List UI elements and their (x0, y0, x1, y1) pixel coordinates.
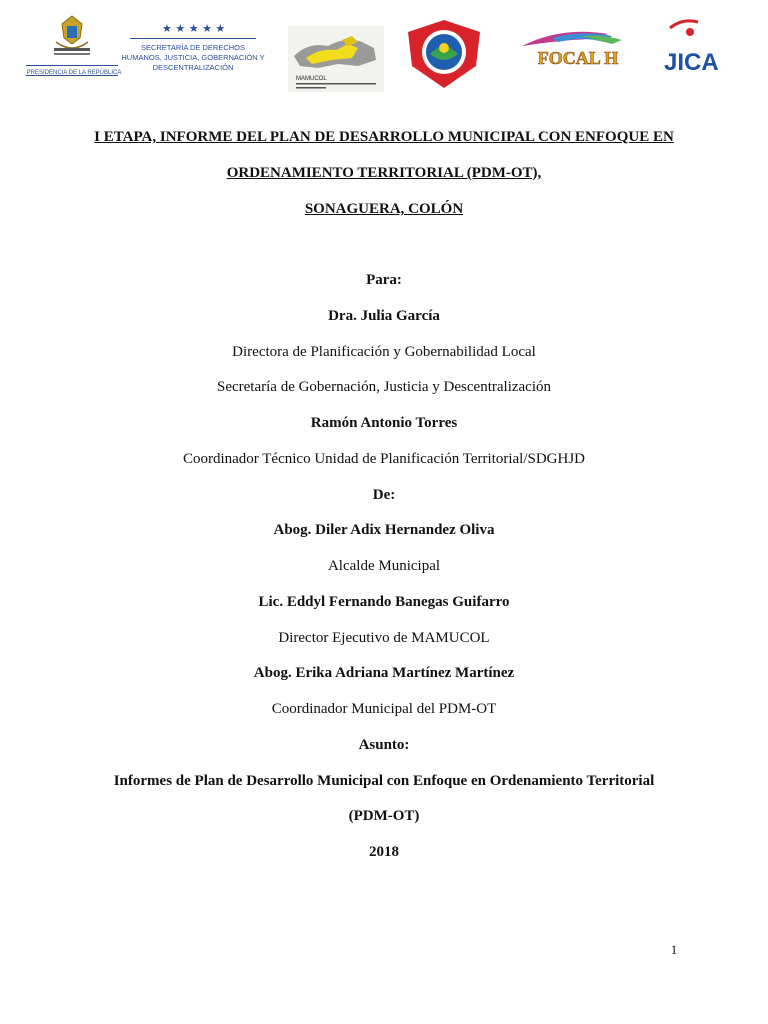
logo-bar (0, 0, 768, 100)
report-year: 2018 (369, 844, 399, 860)
jica-logo (660, 18, 722, 76)
svg-text:JICA: JICA (664, 49, 719, 76)
mamucol-map-logo (288, 26, 384, 92)
sender-3-name: Abog. Erika Adriana Martínez Martínez (253, 665, 515, 681)
report-title-line-1: I ETAPA, INFORME DEL PLAN DE DESARROLLO MUNICIPAL CON ENFOQUE EN (94, 129, 674, 145)
page-number: 1 (670, 942, 678, 957)
municipal-shield-logo (404, 18, 484, 90)
recipient-1-name: Dra. Julia García (328, 308, 440, 324)
svg-text:★ ★ ★ ★ ★: ★ ★ ★ ★ ★ (162, 22, 226, 35)
recipient-1-role-1: Directora de Planificación y Gobernabilidad Local (232, 344, 536, 360)
recipient-2-role: Coordinador Técnico Unidad de Planificación Territorial/SDGHJD (182, 451, 586, 467)
svg-text:MAMUCOL: MAMUCOL (296, 76, 327, 82)
secretaria-logo (121, 18, 265, 84)
sender-1-role: Alcalde Municipal (327, 558, 441, 574)
para-label: Para: (366, 272, 402, 288)
svg-text:HUMANOS, JUSTICIA, GOBERNACIÓN: HUMANOS, JUSTICIA, GOBERNACIÓN Y (121, 53, 265, 62)
svg-text:FOCAL H: FOCAL H (537, 48, 619, 68)
recipient-2-name: Ramón Antonio Torres (310, 415, 458, 431)
focal-h-logo (512, 24, 644, 74)
presidencia-caption: PRESIDENCIA DE LA REPÚBLICA (26, 70, 122, 76)
asunto-line-1: Informes de Plan de Desarrollo Municipal con Enfoque en Ordenamiento Territorial (113, 773, 655, 789)
svg-text:SECRETARÍA DE DERECHOS: SECRETARÍA DE DERECHOS (140, 43, 246, 52)
report-title-line-3: SONAGUERA, COLÓN (304, 201, 464, 217)
sender-2-role: Director Ejecutivo de MAMUCOL (278, 630, 490, 646)
sender-3-role: Coordinador Municipal del PDM-OT (271, 701, 497, 717)
report-title-line-2: ORDENAMIENTO TERRITORIAL (PDM-OT), (226, 165, 542, 181)
recipient-1-role-2: Secretaría de Gobernación, Justicia y Descentralización (216, 379, 551, 395)
asunto-label: Asunto: (358, 737, 410, 753)
sender-1-name: Abog. Diler Adix Hernandez Oliva (273, 522, 495, 538)
sender-2-name: Lic. Eddyl Fernando Banegas Guifarro (258, 594, 510, 610)
de-label: De: (372, 487, 396, 503)
asunto-line-2: (PDM-OT) (348, 808, 420, 824)
svg-text:DESCENTRALIZACIÓN: DESCENTRALIZACIÓN (152, 63, 234, 72)
